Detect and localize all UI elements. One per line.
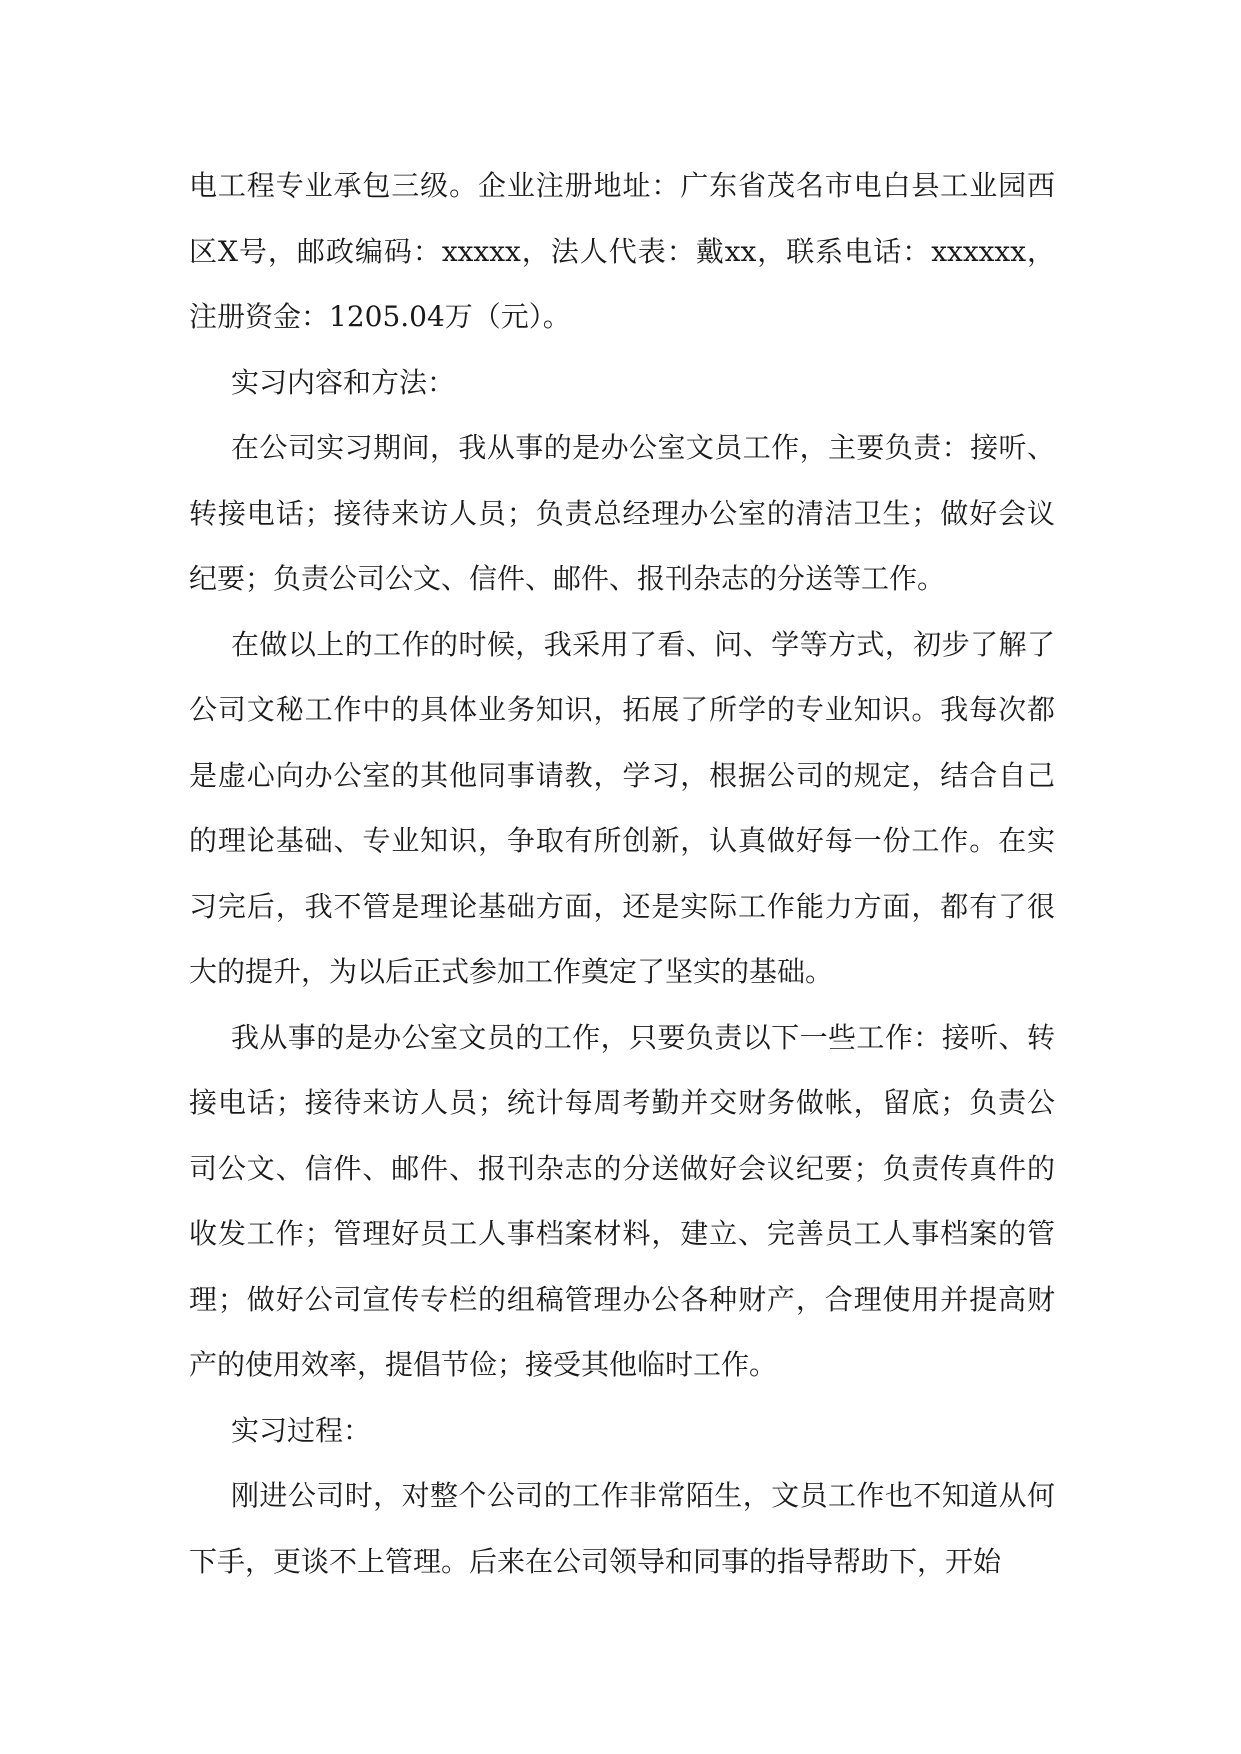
body-text (189, 153, 1055, 1594)
paragraph-learning: 在做以上的工作的时候，我采用了看、问、学等方式，初步了解了公司文秘工作中的具体业务知识，拓展了所学的专业知识。我每次都是虚心向办公室的其他同事请教，学习，根据公司的规定，结合自己的理论基础、专业知识，争取有所创新，认真做好每一份工作。在实习完后，我不管是理论基础方面，还是实际工作能力方面，都有了很大的提升，为以后正式参加工作奠定了坚实的基础。 (189, 627, 1055, 988)
paragraph-beginning: 刚进公司时，对整个公司的工作非常陌生，文员工作也不知道从何下手，更谈不上管理。后来在公司领导和同事的指导帮助下，开始 (189, 1479, 1055, 1578)
heading-process: 实习过程： (231, 1413, 372, 1447)
heading-content-and-method: 实习内容和方法： (231, 365, 456, 399)
paragraph-duties: 在公司实习期间，我从事的是办公室文员工作，主要负责：接听、转接电话；接待来访人员；负责总经理办公室的清洁卫生；做好会议纪要；负责公司公文、信件、邮件、报刊杂志的分送等工作。 (189, 431, 1055, 595)
paragraph-company-info: 电工程专业承包三级。企业注册地址：广东省茂名市电白县工业园西区X号，邮政编码：xxxxx，法人代表：戴xx，联系电话：xxxxxx，注册资金：1205.04万（元）。 (189, 169, 1055, 333)
paragraph-work-list: 我从事的是办公室文员的工作，只要负责以下一些工作：接听、转接电话；接待来访人员；统计每周考勤并交财务做帐，留底；负责公司公文、信件、邮件、报刊杂志的分送做好会议纪要；负责传真件的收发工作；管理好员工人事档案材料，建立、完善员工人事档案的管理；做好公司宣传专栏的组稿管理办公各种财产，合理使用并提高财产的使用效率，提倡节俭；接受其他临时工作。 (189, 1020, 1055, 1381)
